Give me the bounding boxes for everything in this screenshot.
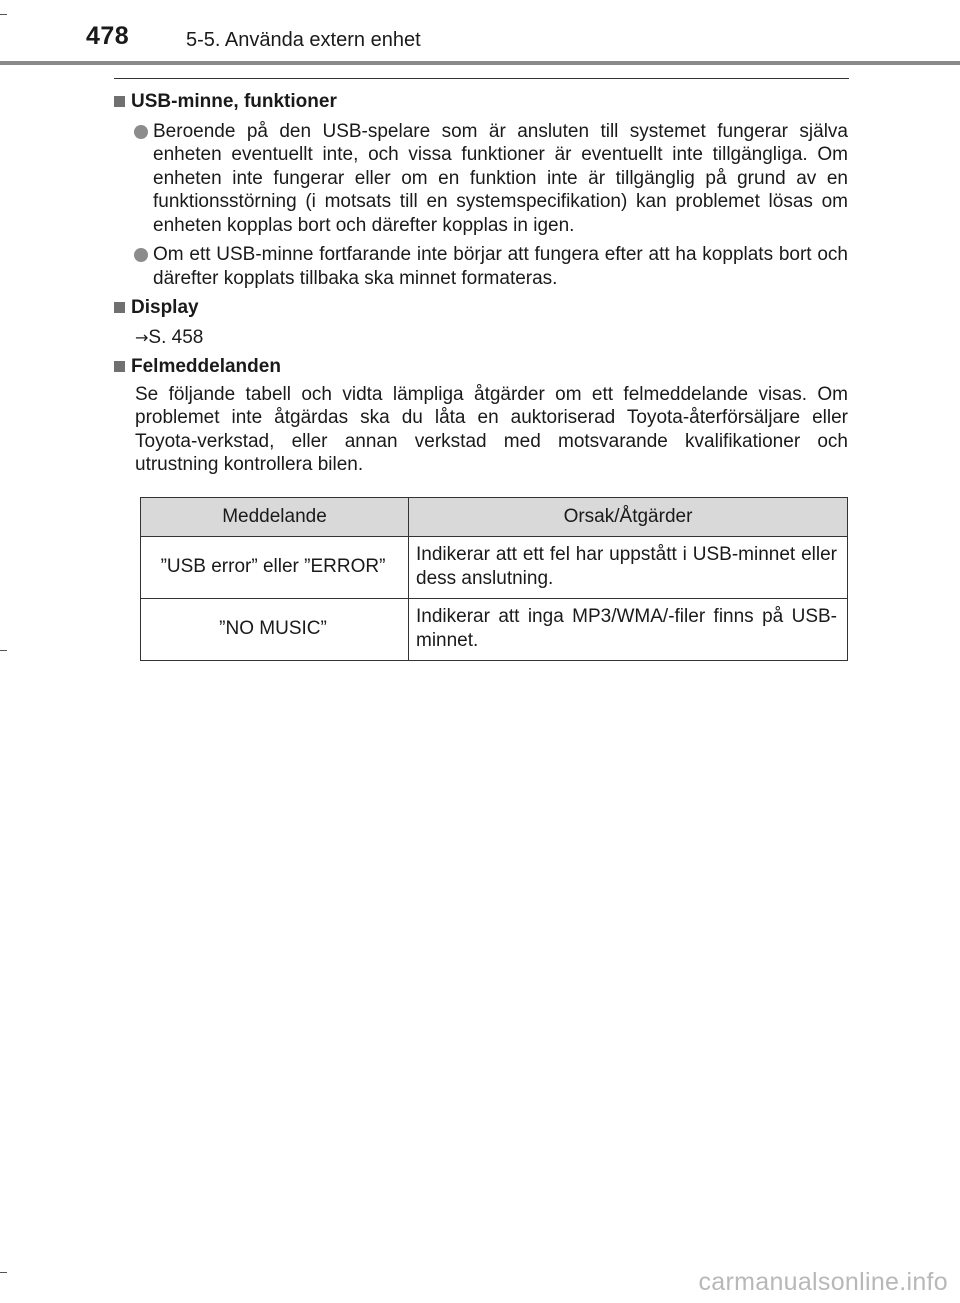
table-cell-cause: Indikerar att inga MP3/WMA/-filer finns på USB-minnet.: [409, 599, 848, 661]
crop-mark: [0, 14, 7, 15]
reference-text: S. 458: [148, 326, 204, 348]
column-header-cause: Orsak/Åtgärder: [409, 498, 848, 537]
square-bullet-icon: [114, 96, 125, 107]
page-reference[interactable]: [114, 326, 848, 350]
heading-text: Felmeddelanden: [131, 356, 281, 377]
table-cell-cause: Indikerar att ett fel har uppstått i USB-minnet eller dess anslutning.: [409, 537, 848, 599]
heading-text: USB-minne, funktioner: [131, 91, 337, 112]
bullet-item: [114, 120, 848, 238]
section-heading-display: [114, 296, 848, 320]
crop-mark: [0, 650, 7, 651]
heading-text: Display: [131, 297, 199, 318]
bullet-text: Om ett USB-minne fortfarande inte börjar att fungera efter att ha kopplats bort och därefter kopplats tillbaka ska minnet formateras.: [153, 244, 848, 289]
column-header-message: Meddelande: [141, 498, 409, 537]
section-heading-usb: [114, 90, 848, 114]
bullet-item: [114, 243, 848, 290]
error-message-table: [140, 497, 848, 661]
table-cell-message: ”USB error” eller ”ERROR”: [141, 537, 409, 599]
square-bullet-icon: [114, 361, 125, 372]
circle-bullet-icon: [134, 125, 148, 139]
errors-paragraph: Se följande tabell och vidta lämpliga åtgärder om ett felmeddelande visas. Om problemet inte åtgärdas ska du låta en auktoriserad Toyota-återförsäljare eller Toyota-verkstad, eller annan verkstad med motsvarande kvalifikationer och utrustning kontrollera bilen.: [135, 383, 848, 475]
right-arrow-icon: →: [135, 327, 149, 347]
page-number: 478: [86, 22, 130, 50]
section-title: 5-5. Använda extern enhet: [186, 29, 421, 51]
section-heading-errors: [114, 355, 848, 379]
bullet-text: Beroende på den USB-spelare som är ansluten till systemet fungerar själva enheten eventuellt inte, och vissa funktioner är eventuellt inte tillgängliga. Om enheten inte fungerar eller om en funktion inte är tillgänglig på grund av en funktionsstörning (i motsats till en systemspecifikation) kan problemet lösas om enheten kopplas bort och därefter kopplas in igen.: [153, 120, 848, 236]
header-rule: [0, 61, 960, 65]
page-content: [114, 90, 848, 477]
page-header: [0, 0, 960, 64]
table-row: [141, 537, 848, 599]
table-row: [141, 599, 848, 661]
watermark: carmanualsonline.info: [698, 1268, 948, 1296]
crop-mark: [0, 1272, 7, 1273]
circle-bullet-icon: [134, 248, 148, 262]
content-rule: [114, 78, 849, 79]
square-bullet-icon: [114, 302, 125, 313]
table-cell-message: ”NO MUSIC”: [141, 599, 409, 661]
